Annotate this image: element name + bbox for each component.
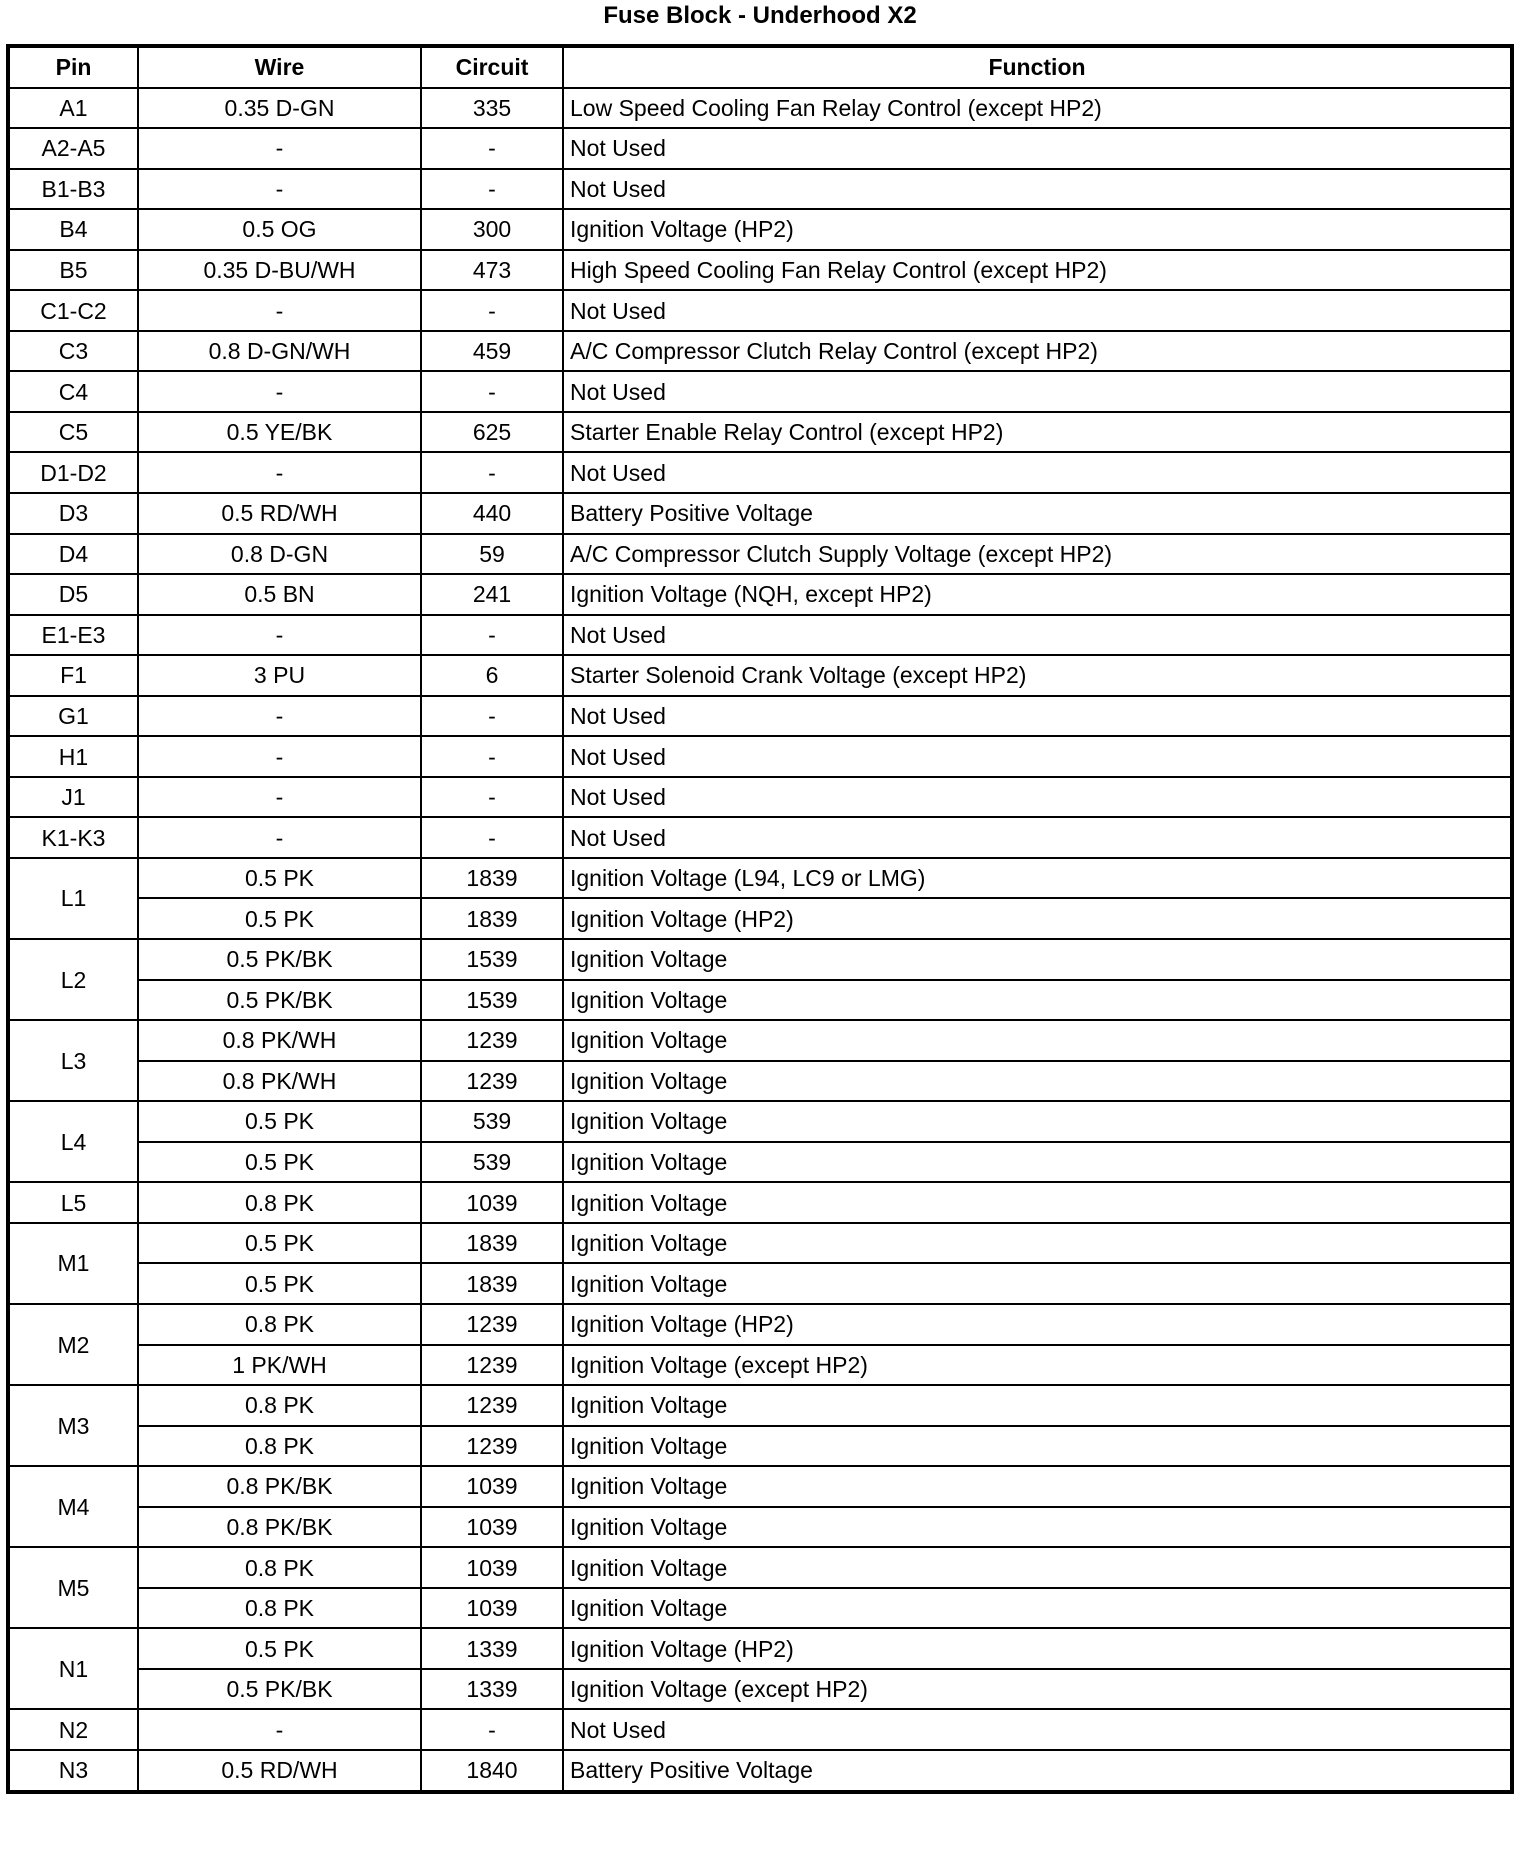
function-cell: Not Used: [563, 452, 1512, 493]
wire-cell: 0.8 PK/WH: [138, 1020, 421, 1061]
circuit-cell: 1339: [421, 1669, 563, 1710]
function-cell: Battery Positive Voltage: [563, 493, 1512, 534]
wire-cell: -: [138, 128, 421, 169]
function-cell: Not Used: [563, 777, 1512, 818]
wire-cell: 0.5 PK: [138, 1223, 421, 1264]
function-cell: Ignition Voltage: [563, 1385, 1512, 1426]
table-row: [8, 1385, 1512, 1426]
function-cell: Ignition Voltage (NQH, except HP2): [563, 574, 1512, 615]
table-row: [8, 371, 1512, 412]
table-row: [8, 412, 1512, 453]
table-row: [8, 1263, 1512, 1304]
table-row: [8, 209, 1512, 250]
pin-cell: L4: [8, 1101, 138, 1182]
pin-cell: D1-D2: [8, 452, 138, 493]
function-cell: Ignition Voltage: [563, 939, 1512, 980]
table-row: [8, 696, 1512, 737]
header-row: [8, 46, 1512, 88]
wire-cell: -: [138, 615, 421, 656]
table-row: [8, 1507, 1512, 1548]
pin-cell: N2: [8, 1709, 138, 1750]
wire-cell: -: [138, 371, 421, 412]
function-cell: Not Used: [563, 1709, 1512, 1750]
table-row: [8, 493, 1512, 534]
wire-cell: 0.5 PK: [138, 1263, 421, 1304]
table-row: [8, 1101, 1512, 1142]
header-circuit: Circuit: [421, 46, 563, 88]
table-row: [8, 331, 1512, 372]
circuit-cell: -: [421, 128, 563, 169]
table-row: [8, 1466, 1512, 1507]
table-row: [8, 777, 1512, 818]
wire-cell: 3 PU: [138, 655, 421, 696]
function-cell: Ignition Voltage (L94, LC9 or LMG): [563, 858, 1512, 899]
pin-cell: H1: [8, 736, 138, 777]
table-row: [8, 452, 1512, 493]
pin-cell: M4: [8, 1466, 138, 1547]
function-cell: Ignition Voltage: [563, 980, 1512, 1021]
circuit-cell: -: [421, 736, 563, 777]
table-row: [8, 1588, 1512, 1629]
wire-cell: 0.5 PK: [138, 1142, 421, 1183]
circuit-cell: 539: [421, 1101, 563, 1142]
wire-cell: 0.8 PK: [138, 1426, 421, 1467]
pin-cell: M2: [8, 1304, 138, 1385]
circuit-cell: 1239: [421, 1304, 563, 1345]
circuit-cell: 241: [421, 574, 563, 615]
wire-cell: -: [138, 169, 421, 210]
table-row: [8, 88, 1512, 129]
function-cell: Ignition Voltage: [563, 1466, 1512, 1507]
pin-cell: M1: [8, 1223, 138, 1304]
function-cell: Ignition Voltage: [563, 1061, 1512, 1102]
wire-cell: -: [138, 777, 421, 818]
wire-cell: -: [138, 817, 421, 858]
function-cell: Ignition Voltage: [563, 1223, 1512, 1264]
pin-cell: J1: [8, 777, 138, 818]
function-cell: Ignition Voltage: [563, 1142, 1512, 1183]
circuit-cell: -: [421, 1709, 563, 1750]
circuit-cell: 59: [421, 534, 563, 575]
table-row: [8, 250, 1512, 291]
wire-cell: 0.8 D-GN/WH: [138, 331, 421, 372]
table-row: [8, 939, 1512, 980]
wire-cell: 0.8 PK: [138, 1588, 421, 1629]
wire-cell: 0.8 D-GN: [138, 534, 421, 575]
function-cell: Starter Solenoid Crank Voltage (except HP2): [563, 655, 1512, 696]
table-row: [8, 736, 1512, 777]
pin-cell: M3: [8, 1385, 138, 1466]
function-cell: Ignition Voltage: [563, 1507, 1512, 1548]
circuit-cell: 1539: [421, 939, 563, 980]
table-row: [8, 1426, 1512, 1467]
circuit-cell: 1039: [421, 1507, 563, 1548]
wire-cell: 0.35 D-GN: [138, 88, 421, 129]
pin-cell: B4: [8, 209, 138, 250]
pin-table: [6, 44, 1514, 1794]
circuit-cell: -: [421, 371, 563, 412]
function-cell: Ignition Voltage: [563, 1588, 1512, 1629]
pin-cell: N3: [8, 1750, 138, 1792]
circuit-cell: 6: [421, 655, 563, 696]
page-title: [0, 2, 1520, 30]
table-row: [8, 1547, 1512, 1588]
function-cell: Not Used: [563, 696, 1512, 737]
function-cell: Ignition Voltage: [563, 1182, 1512, 1223]
function-cell: Low Speed Cooling Fan Relay Control (except HP2): [563, 88, 1512, 129]
pin-cell: L2: [8, 939, 138, 1020]
pin-cell: L1: [8, 858, 138, 939]
wire-cell: 0.5 PK: [138, 898, 421, 939]
table-row: [8, 1061, 1512, 1102]
page-title-text: Fuse Block - Underhood X2: [603, 2, 917, 29]
circuit-cell: -: [421, 817, 563, 858]
pin-cell: D4: [8, 534, 138, 575]
table-row: [8, 1628, 1512, 1669]
table-row: [8, 615, 1512, 656]
table-row: [8, 655, 1512, 696]
wire-cell: 0.5 PK/BK: [138, 980, 421, 1021]
circuit-cell: 1539: [421, 980, 563, 1021]
header-function: Function: [563, 46, 1512, 88]
circuit-cell: 625: [421, 412, 563, 453]
pin-cell: A1: [8, 88, 138, 129]
wire-cell: 0.5 OG: [138, 209, 421, 250]
wire-cell: 0.5 PK/BK: [138, 939, 421, 980]
circuit-cell: -: [421, 290, 563, 331]
circuit-cell: 1239: [421, 1061, 563, 1102]
wire-cell: 0.5 PK: [138, 858, 421, 899]
pin-cell: C1-C2: [8, 290, 138, 331]
wire-cell: 0.8 PK: [138, 1182, 421, 1223]
pin-cell: A2-A5: [8, 128, 138, 169]
circuit-cell: 1239: [421, 1345, 563, 1386]
circuit-cell: -: [421, 777, 563, 818]
wire-cell: 0.8 PK: [138, 1304, 421, 1345]
wire-cell: 0.8 PK/BK: [138, 1507, 421, 1548]
circuit-cell: 1039: [421, 1182, 563, 1223]
wire-cell: 0.5 PK: [138, 1628, 421, 1669]
pin-cell: N1: [8, 1628, 138, 1709]
function-cell: Ignition Voltage: [563, 1101, 1512, 1142]
circuit-cell: 1239: [421, 1426, 563, 1467]
circuit-cell: 1239: [421, 1020, 563, 1061]
circuit-cell: 1239: [421, 1385, 563, 1426]
circuit-cell: 1039: [421, 1547, 563, 1588]
table-row: [8, 169, 1512, 210]
function-cell: Not Used: [563, 290, 1512, 331]
wire-cell: 0.5 RD/WH: [138, 493, 421, 534]
wire-cell: -: [138, 736, 421, 777]
function-cell: High Speed Cooling Fan Relay Control (except HP2): [563, 250, 1512, 291]
wire-cell: -: [138, 452, 421, 493]
function-cell: A/C Compressor Clutch Relay Control (except HP2): [563, 331, 1512, 372]
function-cell: Ignition Voltage (except HP2): [563, 1345, 1512, 1386]
circuit-cell: 1839: [421, 1263, 563, 1304]
pin-table-body: [8, 88, 1512, 1792]
table-row: [8, 817, 1512, 858]
wire-cell: 0.8 PK: [138, 1547, 421, 1588]
table-row: [8, 1709, 1512, 1750]
pin-cell: B1-B3: [8, 169, 138, 210]
wire-cell: 1 PK/WH: [138, 1345, 421, 1386]
function-cell: Ignition Voltage (except HP2): [563, 1669, 1512, 1710]
table-row: [8, 128, 1512, 169]
function-cell: Ignition Voltage (HP2): [563, 1304, 1512, 1345]
table-row: [8, 1223, 1512, 1264]
table-row: [8, 290, 1512, 331]
table-row: [8, 1020, 1512, 1061]
header-pin: Pin: [8, 46, 138, 88]
pin-cell: C4: [8, 371, 138, 412]
table-row: [8, 534, 1512, 575]
table-row: [8, 1304, 1512, 1345]
function-cell: Ignition Voltage: [563, 1020, 1512, 1061]
pin-cell: G1: [8, 696, 138, 737]
pin-cell: D5: [8, 574, 138, 615]
pin-cell: D3: [8, 493, 138, 534]
function-cell: Battery Positive Voltage: [563, 1750, 1512, 1792]
circuit-cell: 300: [421, 209, 563, 250]
function-cell: Not Used: [563, 371, 1512, 412]
header-wire: Wire: [138, 46, 421, 88]
circuit-cell: 335: [421, 88, 563, 129]
circuit-cell: 1039: [421, 1588, 563, 1629]
pin-table-header: [8, 46, 1512, 88]
circuit-cell: 539: [421, 1142, 563, 1183]
pin-cell: F1: [8, 655, 138, 696]
pin-cell: K1-K3: [8, 817, 138, 858]
circuit-cell: 1039: [421, 1466, 563, 1507]
table-row: [8, 898, 1512, 939]
circuit-cell: -: [421, 169, 563, 210]
pin-cell: E1-E3: [8, 615, 138, 656]
function-cell: Starter Enable Relay Control (except HP2): [563, 412, 1512, 453]
function-cell: Not Used: [563, 128, 1512, 169]
circuit-cell: -: [421, 696, 563, 737]
pin-cell: L5: [8, 1182, 138, 1223]
table-row: [8, 858, 1512, 899]
function-cell: A/C Compressor Clutch Supply Voltage (except HP2): [563, 534, 1512, 575]
function-cell: Ignition Voltage: [563, 1426, 1512, 1467]
wire-cell: 0.8 PK/BK: [138, 1466, 421, 1507]
wire-cell: -: [138, 696, 421, 737]
function-cell: Not Used: [563, 736, 1512, 777]
circuit-cell: -: [421, 615, 563, 656]
wire-cell: 0.5 PK/BK: [138, 1669, 421, 1710]
circuit-cell: 1839: [421, 898, 563, 939]
pin-cell: C3: [8, 331, 138, 372]
table-row: [8, 1142, 1512, 1183]
table-row: [8, 1345, 1512, 1386]
function-cell: Ignition Voltage (HP2): [563, 209, 1512, 250]
circuit-cell: 473: [421, 250, 563, 291]
wire-cell: -: [138, 1709, 421, 1750]
circuit-cell: 1839: [421, 1223, 563, 1264]
function-cell: Ignition Voltage (HP2): [563, 898, 1512, 939]
function-cell: Ignition Voltage: [563, 1263, 1512, 1304]
function-cell: Not Used: [563, 169, 1512, 210]
function-cell: Ignition Voltage (HP2): [563, 1628, 1512, 1669]
wire-cell: 0.35 D-BU/WH: [138, 250, 421, 291]
function-cell: Not Used: [563, 615, 1512, 656]
wire-cell: 0.5 RD/WH: [138, 1750, 421, 1792]
table-row: [8, 1669, 1512, 1710]
table-row: [8, 1750, 1512, 1792]
wire-cell: -: [138, 290, 421, 331]
table-row: [8, 1182, 1512, 1223]
wire-cell: 0.5 BN: [138, 574, 421, 615]
circuit-cell: 1840: [421, 1750, 563, 1792]
pin-cell: L3: [8, 1020, 138, 1101]
pin-cell: B5: [8, 250, 138, 291]
wire-cell: 0.5 YE/BK: [138, 412, 421, 453]
wire-cell: 0.8 PK/WH: [138, 1061, 421, 1102]
function-cell: Not Used: [563, 817, 1512, 858]
pin-cell: M5: [8, 1547, 138, 1628]
table-row: [8, 980, 1512, 1021]
pin-cell: C5: [8, 412, 138, 453]
circuit-cell: 440: [421, 493, 563, 534]
wire-cell: 0.8 PK: [138, 1385, 421, 1426]
table-row: [8, 574, 1512, 615]
circuit-cell: -: [421, 452, 563, 493]
circuit-cell: 1339: [421, 1628, 563, 1669]
circuit-cell: 459: [421, 331, 563, 372]
function-cell: Ignition Voltage: [563, 1547, 1512, 1588]
circuit-cell: 1839: [421, 858, 563, 899]
wire-cell: 0.5 PK: [138, 1101, 421, 1142]
